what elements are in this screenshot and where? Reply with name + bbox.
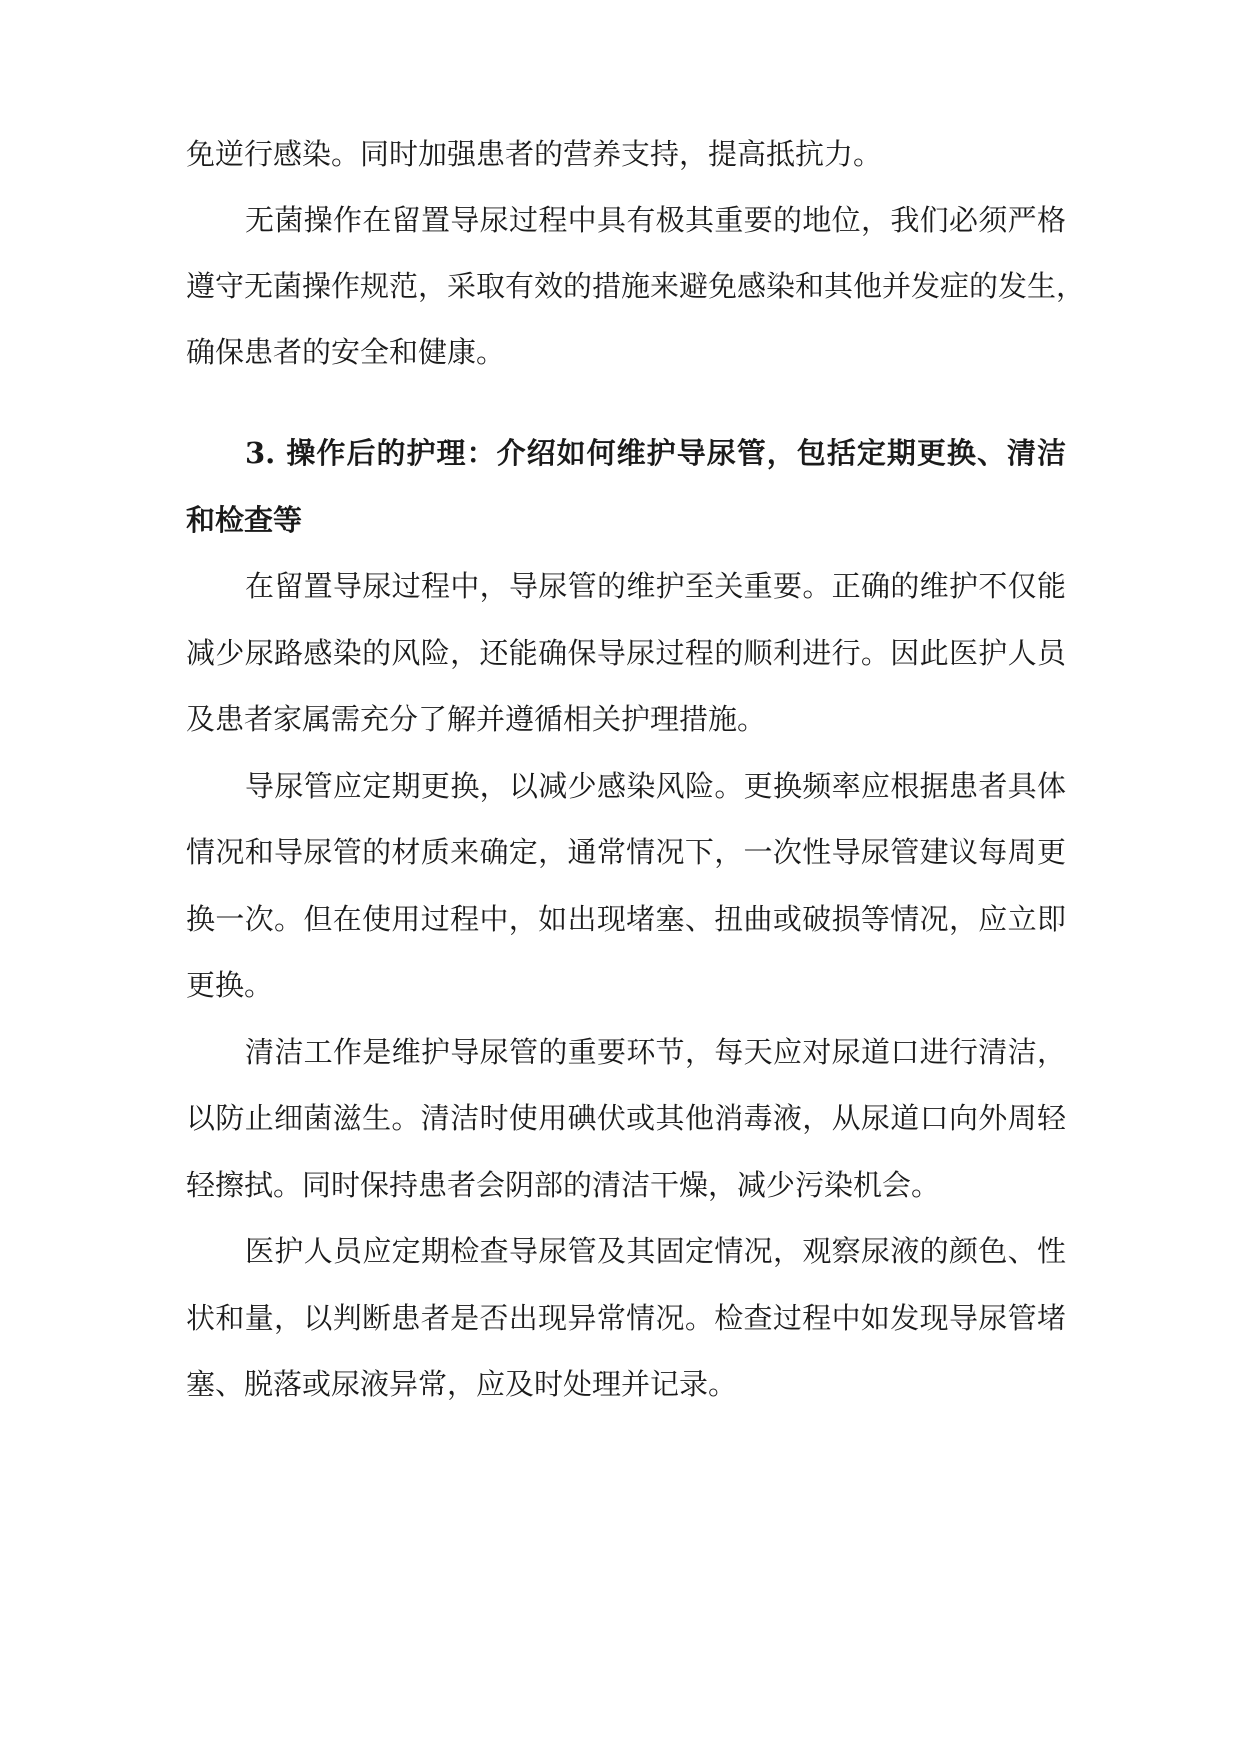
paragraph-line: 确保患者的安全和健康。 — [186, 335, 506, 369]
paragraph-line: 免逆行感染。同时加强患者的营养支持，提高抵抗力。 — [186, 137, 883, 171]
paragraph-line: 在留置导尿过程中，导尿管的维护至关重要。正确的维护不仅能 — [245, 569, 1066, 603]
paragraph-line: 情况和导尿管的材质来确定，通常情况下，一次性导尿管建议每周更 — [186, 835, 1066, 869]
paragraph-line: 更换。 — [186, 968, 274, 1002]
paragraph-line: 清洁工作是维护导尿管的重要环节，每天应对尿道口进行清洁， — [245, 1035, 1066, 1069]
paragraph-line: 状和量，以判断患者是否出现异常情况。检查过程中如发现导尿管堵 — [186, 1301, 1066, 1335]
paragraph-line: 换一次。但在使用过程中，如出现堵塞、扭曲或破损等情况，应立即 — [186, 902, 1066, 936]
paragraph-line: 减少尿路感染的风险，还能确保导尿过程的顺利进行。因此医护人员 — [186, 636, 1066, 670]
section-heading: 和检查等 — [186, 503, 303, 537]
paragraph-line: 导尿管应定期更换，以减少感染风险。更换频率应根据患者具体 — [245, 769, 1066, 803]
section-heading: 3. 操作后的护理：介绍如何维护导尿管，包括定期更换、清洁 — [245, 436, 1066, 470]
paragraph-line: 无菌操作在留置导尿过程中具有极其重要的地位，我们必须严格 — [245, 203, 1066, 237]
paragraph-line: 轻擦拭。同时保持患者会阴部的清洁干燥，减少污染机会。 — [186, 1168, 941, 1202]
paragraph-line: 遵守无菌操作规范，采取有效的措施来避免感染和其他并发症的发生， — [186, 269, 1086, 303]
paragraph-line: 塞、脱落或尿液异常，应及时处理并记录。 — [186, 1367, 738, 1401]
paragraph-line: 医护人员应定期检查导尿管及其固定情况，观察尿液的颜色、性 — [245, 1234, 1066, 1268]
paragraph-line: 以防止细菌滋生。清洁时使用碘伏或其他消毒液，从尿道口向外周轻 — [186, 1101, 1066, 1135]
paragraph-line: 及患者家属需充分了解并遵循相关护理措施。 — [186, 702, 767, 736]
